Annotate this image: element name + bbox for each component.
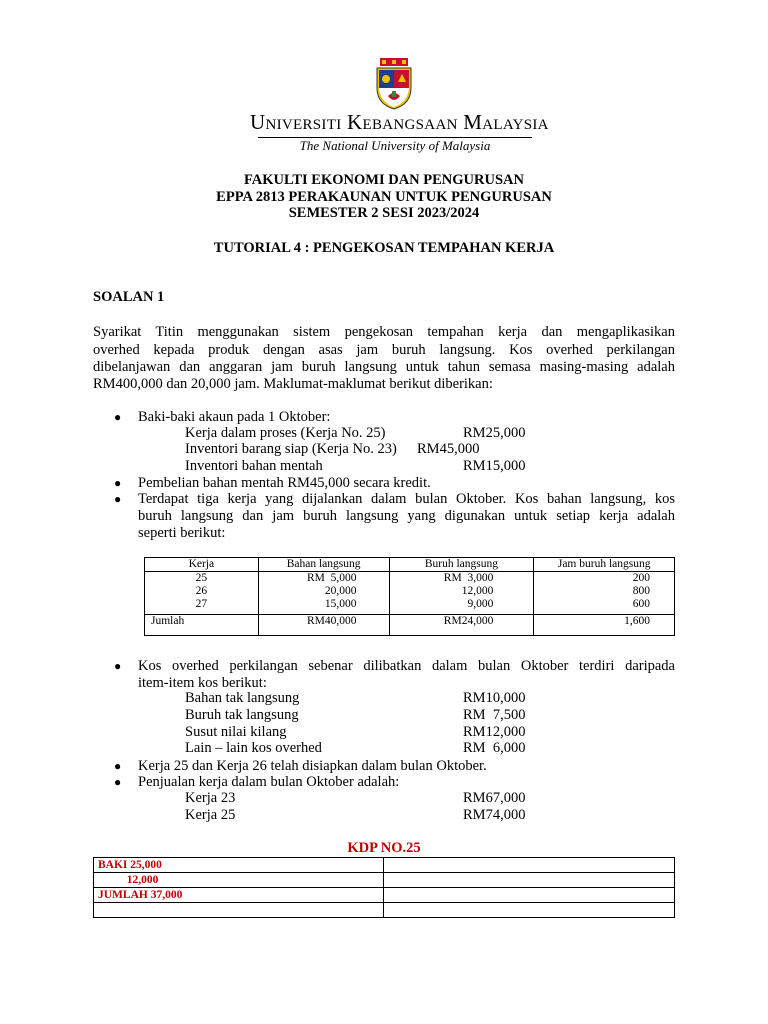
balance-label: Inventori barang siap (Kerja No. 23) [185, 441, 397, 457]
table-row [145, 585, 675, 598]
bullet-icon: ● [114, 759, 122, 773]
balance-label: Inventori bahan mentah [185, 458, 323, 474]
tutorial-title: TUTORIAL 4 : PENGEKOSAN TEMPAHAN KERJA [213, 240, 555, 256]
table-cell: 1,600 [534, 615, 675, 636]
table-cell: 26 [145, 585, 259, 598]
table-row [94, 903, 675, 918]
balance-value: RM15,000 [463, 458, 526, 474]
bullet-icon: ● [114, 492, 122, 506]
university-logo [250, 58, 549, 158]
table-cell[interactable] [383, 873, 674, 888]
table-cell[interactable] [94, 903, 384, 918]
overhead-value: RM12,000 [463, 724, 526, 740]
table-cell: 15,000 [258, 598, 389, 615]
table-cell[interactable]: 12,000 [94, 873, 384, 888]
bullet-jobs-line-2: buruh langsung dan jam buruh langsung yang digunakan untuk setiap kerja adalah [138, 508, 675, 524]
intro-line-1: Syarikat Titin menggunakan sistem pengekosan tempahan kerja dan mengaplikasikan [93, 324, 675, 340]
intro-line-4: RM400,000 dan 20,000 jam. Maklumat-maklumat berikut diberikan: [93, 376, 493, 392]
bullet-icon: ● [114, 476, 122, 490]
faculty-title: FAKULTI EKONOMI DAN PENGURUSAN [244, 172, 524, 188]
overhead-value: RM 7,500 [463, 707, 526, 723]
intro-line-2: overhed kepada produk dengan asas jam buruh langsung. Kos overhed perkilangan [93, 342, 675, 358]
overhead-value: RM10,000 [463, 690, 526, 706]
table-header-row [145, 558, 675, 572]
university-subtitle: The National University of Malaysia [299, 138, 491, 153]
kdp-title: KDP NO.25 [347, 840, 421, 856]
sales-label: Kerja 23 [185, 790, 236, 806]
bullet-overhead-line-1: Kos overhed perkilangan sebenar dilibatkan dalam bulan Oktober terdiri daripada [138, 658, 675, 674]
bullet-jobs-line-1: Terdapat tiga kerja yang dijalankan dalam bulan Oktober. Kos bahan langsung, kos [138, 491, 675, 507]
sales-label: Kerja 25 [185, 807, 236, 823]
table-cell: 200 [534, 572, 675, 586]
bullet-sales: Penjualan kerja dalam bulan Oktober adalah: [138, 774, 400, 790]
table-cell: 12,000 [389, 585, 534, 598]
table-cell: 600 [534, 598, 675, 615]
bullet-purchase: Pembelian bahan mentah RM45,000 secara kredit. [138, 475, 431, 491]
bullet-icon: ● [114, 410, 122, 424]
balance-label: Kerja dalam proses (Kerja No. 25) [185, 425, 386, 441]
jobs-cost-table [144, 557, 675, 636]
bullet-icon: ● [114, 659, 122, 673]
table-cell: RM24,000 [389, 615, 534, 636]
bullet-balances: Baki-baki akaun pada 1 Oktober: [138, 409, 331, 425]
table-cell[interactable]: JUMLAH 37,000 [94, 888, 384, 903]
bullet-jobs-line-3: seperti berikut: [138, 525, 226, 541]
table-header: Buruh langsung [389, 558, 534, 572]
table-row [145, 598, 675, 615]
bullet-overhead-line-2: item-item kos berikut: [138, 675, 267, 691]
table-row [94, 873, 675, 888]
table-cell: Jumlah [145, 615, 259, 636]
bullet-completed: Kerja 25 dan Kerja 26 telah disiapkan dalam bulan Oktober. [138, 758, 487, 774]
table-header: Jam buruh langsung [534, 558, 675, 572]
table-header: Bahan langsung [258, 558, 389, 572]
overhead-label: Lain – lain kos overhed [185, 740, 322, 756]
table-total-row [145, 615, 675, 636]
university-name: Universiti Kebangsaan Malaysia [250, 110, 549, 134]
table-cell: RM 5,000 [258, 572, 389, 586]
kdp-ledger-table [93, 857, 675, 918]
semester-title: SEMESTER 2 SESI 2023/2024 [288, 205, 480, 221]
table-cell[interactable] [383, 888, 674, 903]
question-heading: SOALAN 1 [93, 289, 165, 305]
sales-value: RM74,000 [463, 807, 526, 823]
ukm-crest-icon [374, 58, 414, 110]
table-cell: 9,000 [389, 598, 534, 615]
table-cell[interactable] [383, 858, 674, 873]
table-header: Kerja [145, 558, 259, 572]
table-cell: RM 3,000 [389, 572, 534, 586]
table-cell: RM40,000 [258, 615, 389, 636]
table-row [94, 888, 675, 903]
intro-line-3: dibelanjawan dan anggaran jam buruh langsung untuk tahun semasa masing-masing adalah [93, 359, 675, 375]
overhead-label: Buruh tak langsung [185, 707, 299, 723]
overhead-label: Susut nilai kilang [185, 724, 287, 740]
overhead-value: RM 6,000 [463, 740, 526, 756]
balance-value: RM45,000 [417, 441, 480, 457]
table-cell: 800 [534, 585, 675, 598]
table-row [145, 572, 675, 586]
sales-value: RM67,000 [463, 790, 526, 806]
table-cell[interactable] [383, 903, 674, 918]
table-cell: 27 [145, 598, 259, 615]
table-cell: 20,000 [258, 585, 389, 598]
table-cell[interactable]: BAKI 25,000 [94, 858, 384, 873]
overhead-label: Bahan tak langsung [185, 690, 300, 706]
table-cell: 25 [145, 572, 259, 586]
bullet-icon: ● [114, 775, 122, 789]
course-title: EPPA 2813 PERAKAUNAN UNTUK PENGURUSAN [216, 189, 552, 205]
table-row [94, 858, 675, 873]
balance-value: RM25,000 [463, 425, 526, 441]
